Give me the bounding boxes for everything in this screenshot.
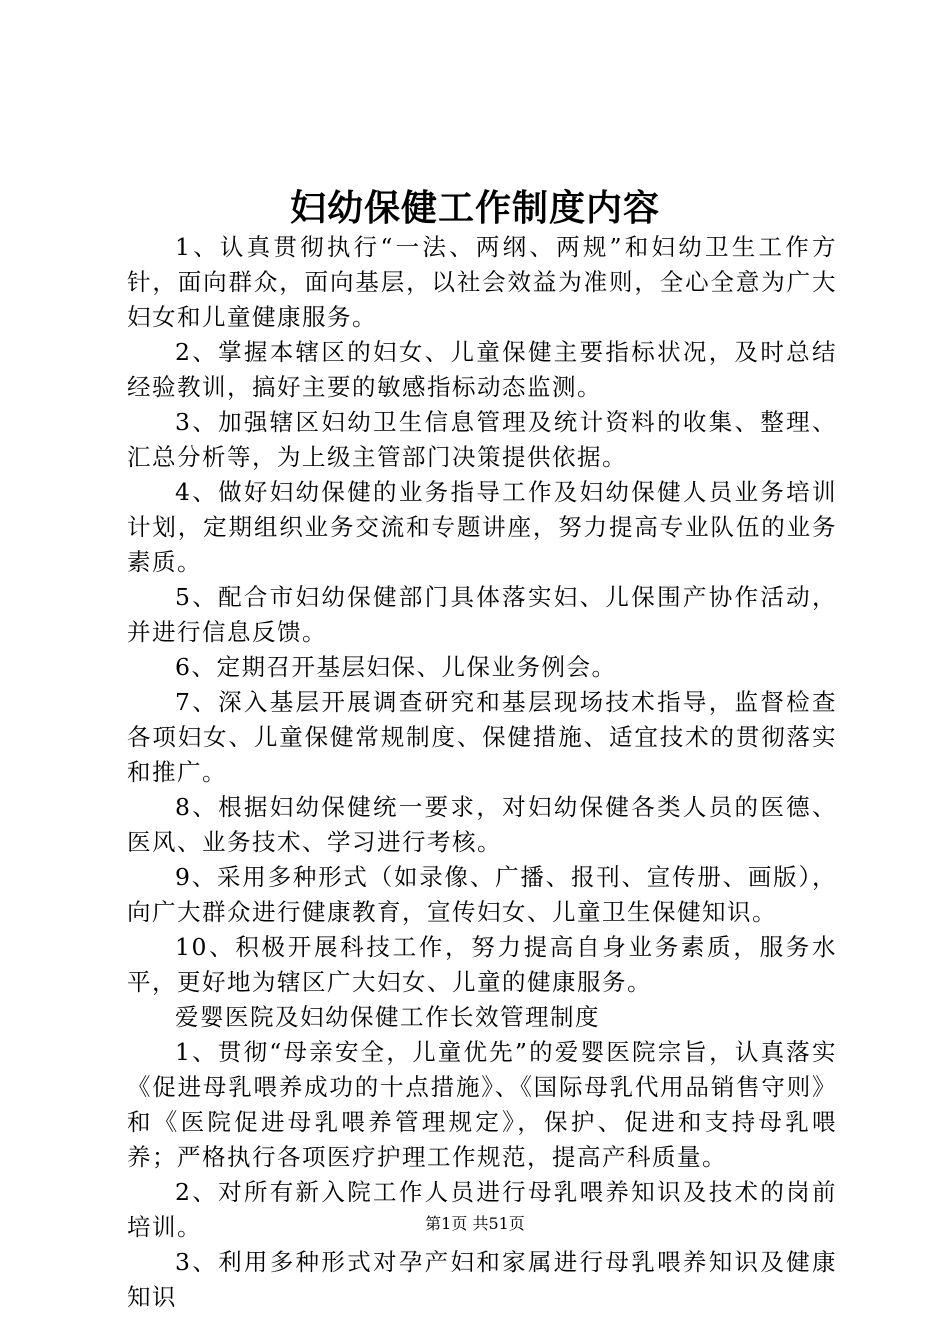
paragraph: 9、采用多种形式（如录像、广播、报刊、宣传册、画版），向广大群众进行健康教育，宣传妇女、儿童卫生保健知识。	[127, 863, 837, 926]
paragraph: 4、做好妇幼保健的业务指导工作及妇幼保健人员业务培训计划，定期组织业务交流和专题讲座，努力提高专业队伍的业务素质。	[127, 478, 837, 576]
document-body	[127, 230, 837, 1315]
document-title: 妇幼保健工作制度内容	[289, 187, 660, 229]
paragraph: 3、加强辖区妇幼卫生信息管理及统计资料的收集、整理、汇总分析等，为上级主管部门决策提供依据。	[127, 408, 837, 471]
paragraph: 10、积极开展科技工作，努力提高自身业务素质，服务水平，更好地为辖区广大妇女、儿童的健康服务。	[127, 933, 837, 996]
page-number-footer: 第1页 共51页	[425, 1214, 525, 1233]
paragraph: 1、认真贯彻执行“一法、两纲、两规”和妇幼卫生工作方针，面向群众，面向基层，以社会效益为准则，全心全意为广大妇女和儿童健康服务。	[127, 233, 837, 331]
paragraph: 3、利用多种形式对孕产妇和家属进行母乳喂养知识及健康知识	[127, 1248, 837, 1311]
paragraph: 8、根据妇幼保健统一要求，对妇幼保健各类人员的医德、医风、业务技术、学习进行考核。	[127, 793, 837, 856]
paragraph: 1、贯彻“母亲安全，儿童优先”的爱婴医院宗旨，认真落实《促进母乳喂养成功的十点措施》、《国际母乳代用品销售守则》和《医院促进母乳喂养管理规定》，保护、促进和支持母乳喂养；严格执行各项医疗护理工作规范，提高产科质量。	[127, 1038, 837, 1171]
paragraph: 6、定期召开基层妇保、儿保业务例会。	[175, 653, 617, 681]
section-heading: 爱婴医院及妇幼保健工作长效管理制度	[175, 1003, 600, 1031]
paragraph: 2、掌握本辖区的妇女、儿童保健主要指标状况，及时总结经验教训，搞好主要的敏感指标动态监测。	[127, 338, 837, 401]
paragraph: 5、配合市妇幼保健部门具体落实妇、儿保围产协作活动，并进行信息反馈。	[127, 583, 837, 646]
paragraph: 7、深入基层开展调查研究和基层现场技术指导，监督检查各项妇女、儿童保健常规制度、保健措施、适宜技术的贯彻落实和推广。	[127, 688, 837, 786]
paragraph: 2、对所有新入院工作人员进行母乳喂养知识及技术的岗前培训。	[127, 1178, 837, 1241]
